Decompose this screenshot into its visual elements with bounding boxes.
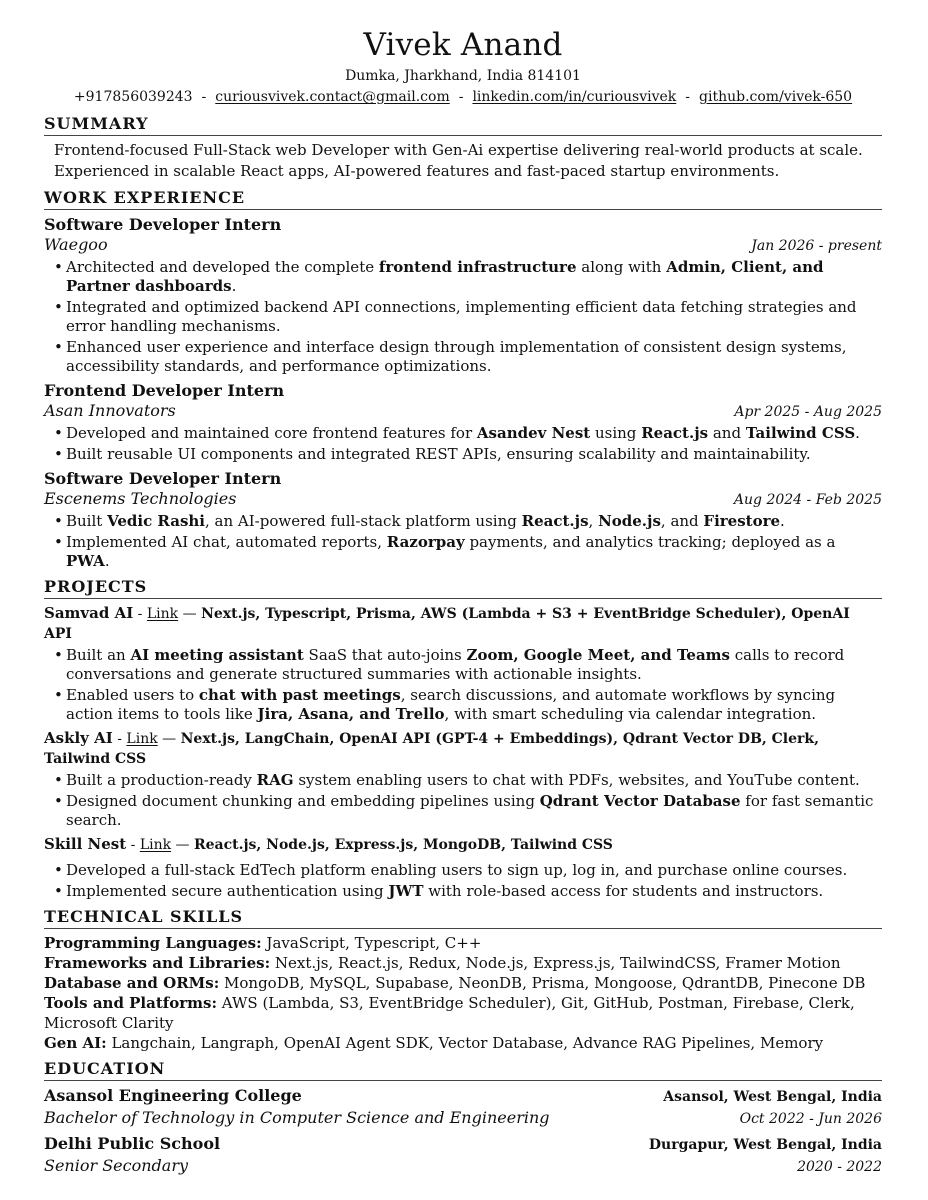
highlight: Qdrant Vector Database	[539, 792, 741, 810]
skill-label: Tools and Platforms:	[44, 994, 217, 1012]
project-bullets	[44, 646, 882, 724]
bullet-item: • Integrated and optimized backend API connections, implementing efficient data fetching strategies and error handling mechanisms.	[54, 298, 882, 336]
bullet-item: • Developed a full-stack EdTech platform enabling users to sign up, log in, and purchase online courses.	[54, 861, 882, 880]
summary-section	[44, 114, 882, 182]
text: payments, and analytics tracking; deployed as a	[464, 533, 836, 551]
emdash: —	[178, 606, 202, 622]
highlight: Admin, Client, and Partner dashboards	[66, 258, 824, 295]
skill-row	[44, 993, 882, 1033]
text: using	[590, 424, 642, 442]
highlight: AI meeting assistant	[130, 646, 304, 664]
project-tech: Next.js, LangChain, OpenAI API (GPT-4 + Embeddings), Qdrant Vector DB, Clerk, Tailwind CSS	[44, 731, 819, 767]
text: Developed and maintained core frontend features for	[66, 424, 477, 442]
text: Implemented secure authentication using	[66, 882, 389, 900]
skill-row	[44, 953, 882, 973]
skill-value: JavaScript, Typescript, C++	[261, 934, 482, 952]
address: Dumka, Jharkhand, India 814101	[345, 68, 581, 84]
job-role: Frontend Developer Intern	[44, 381, 285, 400]
email-link[interactable]: curiousvivek.contact@gmail.com	[215, 89, 450, 105]
project-header	[44, 728, 882, 769]
project-entry	[44, 834, 882, 901]
skill-value: AWS (Lambda, S3, EventBridge Scheduler), Git, GitHub, Postman, Firebase, Clerk, Microsoft Clarity	[44, 994, 855, 1032]
skill-value: Langchain, Langraph, OpenAI Agent SDK, Vector Database, Advance RAG Pipelines, Memory	[106, 1034, 824, 1052]
project-bullets	[44, 861, 882, 901]
highlight: Node.js	[598, 512, 661, 530]
text: ,	[588, 512, 599, 530]
section-title-education: EDUCATION	[44, 1059, 882, 1081]
job-dates: Aug 2024 - Feb 2025	[733, 492, 882, 508]
project-link[interactable]: Link	[126, 731, 158, 747]
text: .	[855, 424, 860, 442]
job-bullets	[44, 512, 882, 571]
text: Built a production-ready	[66, 771, 257, 789]
highlight: Razorpay	[386, 533, 465, 551]
education-entry	[44, 1133, 882, 1177]
highlight: frontend infrastructure	[378, 258, 577, 276]
skill-row	[44, 973, 882, 993]
bullet-item	[54, 512, 882, 531]
text: Designed document chunking and embedding pipelines using	[66, 792, 540, 810]
bullet-item: • Enhanced user experience and interface design through implementation of consistent design systems, accessibility standards, and performance optimizations.	[54, 338, 882, 376]
job-dates: Jan 2026 - present	[751, 238, 882, 254]
job-company: Asan Innovators	[44, 401, 176, 420]
highlight: RAG	[256, 771, 294, 789]
projects-section	[44, 577, 882, 901]
highlight: JWT	[388, 882, 424, 900]
phone-number: +917856039243	[73, 89, 193, 105]
job-role: Software Developer Intern	[44, 469, 282, 488]
job-bullets	[44, 424, 882, 464]
highlight: Zoom, Google Meet, and Teams	[466, 646, 730, 664]
text: .	[104, 552, 110, 570]
highlight: chat with past meetings	[198, 686, 401, 704]
skill-row	[44, 1033, 882, 1053]
job-dates: Apr 2025 - Aug 2025	[734, 404, 882, 420]
section-title-skills: TECHNICAL SKILLS	[44, 907, 882, 929]
section-title-experience: WORK EXPERIENCE	[44, 188, 882, 210]
separator: -	[201, 89, 207, 105]
dash: -	[133, 606, 147, 622]
github-link[interactable]: github.com/vivek-650	[699, 89, 853, 105]
skill-label: Gen AI:	[44, 1034, 107, 1052]
emdash: —	[171, 837, 194, 853]
job-role: Software Developer Intern	[44, 215, 282, 234]
emdash: —	[157, 731, 181, 747]
project-entry	[44, 728, 882, 830]
project-header	[44, 603, 882, 644]
text: .	[231, 277, 237, 295]
section-title-summary: SUMMARY	[44, 114, 882, 136]
highlight: React.js	[641, 424, 709, 442]
school-name: Delhi Public School	[44, 1134, 221, 1153]
text: Built	[66, 512, 108, 530]
text: , and	[660, 512, 704, 530]
project-name: Skill Nest	[44, 835, 127, 853]
linkedin-link[interactable]: linkedin.com/in/curiousvivek	[472, 89, 677, 105]
dash: -	[126, 837, 140, 853]
job-entry	[44, 468, 882, 571]
summary-text	[44, 140, 882, 182]
skills-list	[44, 933, 882, 1053]
education-entry	[44, 1085, 882, 1129]
highlight: Asandev Nest	[476, 424, 591, 442]
summary-line: Frontend-focused Full-Stack web Developer with Gen-Ai expertise delivering real-world products at scale.	[54, 141, 863, 159]
project-link[interactable]: Link	[146, 606, 179, 622]
text: system enabling users to chat with PDFs, websites, and YouTube content.	[293, 771, 860, 789]
skill-row	[44, 933, 882, 953]
job-company: Waegoo	[44, 235, 108, 254]
text: along with	[576, 258, 667, 276]
text: .	[780, 512, 785, 530]
project-header	[44, 834, 882, 855]
project-tech: React.js, Node.js, Express.js, MongoDB, Tailwind CSS	[194, 837, 613, 853]
experience-section	[44, 188, 882, 571]
skill-label: Frameworks and Libraries:	[44, 954, 271, 972]
text: , an AI-powered full-stack platform using	[205, 512, 522, 530]
text: , with smart scheduling via calendar integration.	[444, 705, 817, 723]
skill-value: MongoDB, MySQL, Supabase, NeonDB, Prisma, Mongoose, QdrantDB, Pinecone DB	[219, 974, 866, 992]
school-name: Asansol Engineering College	[44, 1086, 302, 1105]
project-name: Askly AI	[44, 729, 113, 747]
bullet-item	[54, 882, 882, 901]
job-bullets	[44, 258, 882, 376]
text: SaaS that auto-joins	[303, 646, 467, 664]
dash: -	[112, 731, 127, 747]
summary-line: Experienced in scalable React apps, AI-powered features and fast-paced startup environments.	[54, 162, 780, 180]
highlight: Tailwind CSS	[745, 424, 856, 442]
text: and	[708, 424, 746, 442]
highlight: React.js	[521, 512, 589, 530]
bullet-item	[54, 686, 882, 724]
project-name: Samvad AI	[44, 604, 134, 622]
bullet-item	[54, 792, 882, 830]
school-location: Durgapur, West Bengal, India	[648, 1137, 882, 1153]
bullet-item	[54, 533, 882, 571]
degree: Senior Secondary	[44, 1156, 189, 1175]
text: Architected and developed the complete	[66, 258, 379, 276]
project-entry	[44, 603, 882, 724]
text: calls to record conversations and generate structured summaries with actionable insights.	[66, 646, 845, 683]
bullet-item	[54, 646, 882, 684]
job-company: Escenems Technologies	[44, 489, 237, 508]
bullet-item	[54, 424, 882, 443]
education-dates: 2020 - 2022	[797, 1159, 882, 1175]
skill-value: Next.js, React.js, Redux, Node.js, Express.js, TailwindCSS, Framer Motion	[270, 954, 841, 972]
highlight: Vedic Rashi	[107, 512, 206, 530]
text: Implemented AI chat, automated reports,	[66, 533, 387, 551]
skill-label: Database and ORMs:	[44, 974, 220, 992]
candidate-name: Vivek Anand	[363, 27, 563, 63]
highlight: PWA	[66, 552, 105, 570]
project-bullets	[44, 771, 882, 830]
job-entry	[44, 214, 882, 376]
separator: -	[458, 89, 464, 105]
bullet-item	[54, 771, 882, 790]
text: Enabled users to	[66, 686, 199, 704]
bullet-item	[54, 258, 882, 296]
job-entry	[44, 380, 882, 464]
skill-label: Programming Languages:	[44, 934, 262, 952]
section-title-projects: PROJECTS	[44, 577, 882, 599]
bullet-item: • Built reusable UI components and integrated REST APIs, ensuring scalability and maintainability.	[54, 445, 882, 464]
highlight: Firestore	[703, 512, 781, 530]
text: for fast semantic search.	[66, 792, 874, 829]
education-dates: Oct 2022 - Jun 2026	[739, 1111, 882, 1127]
contact-line	[44, 88, 882, 106]
education-section	[44, 1059, 882, 1177]
text: Built an	[66, 646, 131, 664]
separator: -	[685, 89, 691, 105]
resume-header	[44, 0, 882, 106]
project-tech: Next.js, Typescript, Prisma, AWS (Lambda + S3 + EventBridge Scheduler), OpenAI API	[44, 606, 850, 642]
text: with role-based access for students and instructors.	[423, 882, 824, 900]
degree: Bachelor of Technology in Computer Science and Engineering	[44, 1108, 550, 1127]
project-link[interactable]: Link	[139, 837, 172, 853]
text: , search discussions, and automate workflows by syncing action items to tools like	[66, 686, 836, 723]
highlight: Jira, Asana, and Trello	[257, 705, 445, 723]
skills-section	[44, 907, 882, 1053]
school-location: Asansol, West Bengal, India	[663, 1089, 882, 1105]
